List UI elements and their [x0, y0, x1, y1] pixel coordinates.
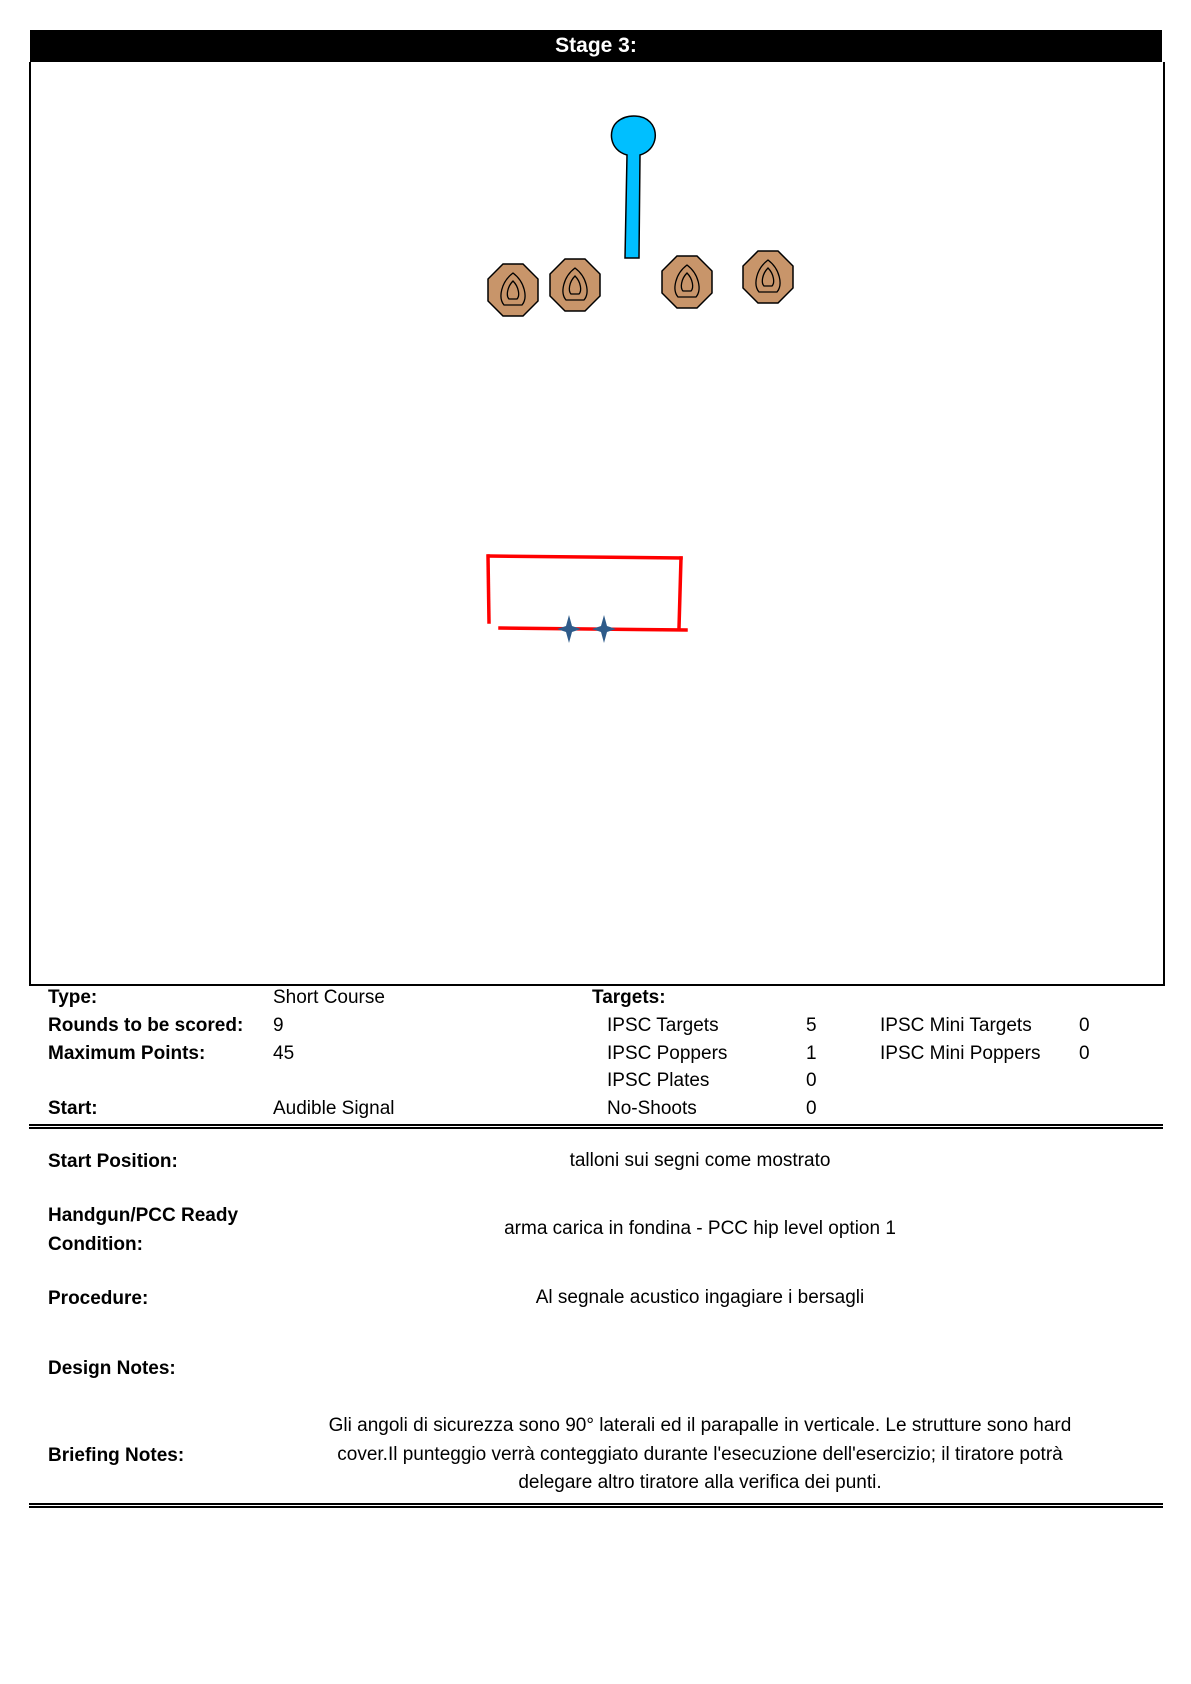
mini-target-count: 0: [1079, 1043, 1090, 1064]
procedure-label: Procedure:: [48, 1288, 149, 1309]
design-notes-label: Design Notes:: [48, 1358, 176, 1379]
ipsc-target-4: [743, 251, 793, 303]
type-value: Short Course: [273, 987, 385, 1008]
target-count: 0: [806, 1098, 817, 1119]
start-value: Audible Signal: [273, 1098, 395, 1119]
target-name: IPSC Targets: [607, 1015, 719, 1036]
mini-target-name: IPSC Mini Targets: [880, 1015, 1032, 1036]
ready-condition-value: arma carica in fondina - PCC hip level option 1: [504, 1218, 896, 1239]
type-label: Type:: [48, 987, 98, 1008]
ready-condition-label-line2: Condition:: [48, 1234, 143, 1255]
ipsc-target-1: [488, 264, 538, 316]
ready-condition-label-line1: Handgun/PCC Ready: [48, 1205, 239, 1226]
shooting-area: [488, 556, 686, 630]
max-points-value: 45: [273, 1043, 295, 1064]
target-count: 0: [806, 1070, 817, 1091]
rounds-value: 9: [273, 1015, 284, 1036]
start-position-value: talloni sui segni come mostrato: [569, 1150, 831, 1171]
briefing-notes-label: Briefing Notes:: [48, 1445, 185, 1466]
max-points-label: Maximum Points:: [48, 1043, 206, 1064]
section-divider: [29, 1124, 1163, 1129]
target-name: IPSC Poppers: [607, 1043, 728, 1064]
rounds-label: Rounds to be scored:: [48, 1015, 244, 1036]
ipsc-target-3: [662, 256, 712, 308]
mini-target-count: 0: [1079, 1015, 1090, 1036]
targets-label: Targets:: [592, 987, 666, 1008]
foot-marker-left: [557, 615, 581, 643]
briefing-notes-line3: delegare altro tiratore alla verifica dei punti.: [518, 1472, 882, 1493]
briefing-notes-line2: cover.Il punteggio verrà conteggiato durante l'esecuzione dell'esercizio; il tiratore potrà: [337, 1444, 1063, 1465]
stage-diagram-svg: [31, 62, 1163, 984]
mini-target-name: IPSC Mini Poppers: [880, 1043, 1041, 1064]
target-count: 5: [806, 1015, 817, 1036]
briefing-notes-line1: Gli angoli di sicurezza sono 90° laterali ed il parapalle in verticale. Le strutture sono hard: [328, 1415, 1072, 1436]
procedure-value: Al segnale acustico ingagiare i bersagli: [535, 1287, 865, 1308]
target-name: IPSC Plates: [607, 1070, 710, 1091]
popper-target: [611, 116, 655, 258]
target-name: No-Shoots: [607, 1098, 697, 1119]
stage-title: Stage 3:: [30, 30, 1162, 62]
start-position-label: Start Position:: [48, 1151, 178, 1172]
stage-diagram: [29, 62, 1165, 986]
target-count: 1: [806, 1043, 817, 1064]
foot-marker-right: [592, 615, 616, 643]
start-label: Start:: [48, 1098, 98, 1119]
ipsc-target-2: [550, 259, 600, 311]
bottom-divider: [29, 1503, 1163, 1508]
